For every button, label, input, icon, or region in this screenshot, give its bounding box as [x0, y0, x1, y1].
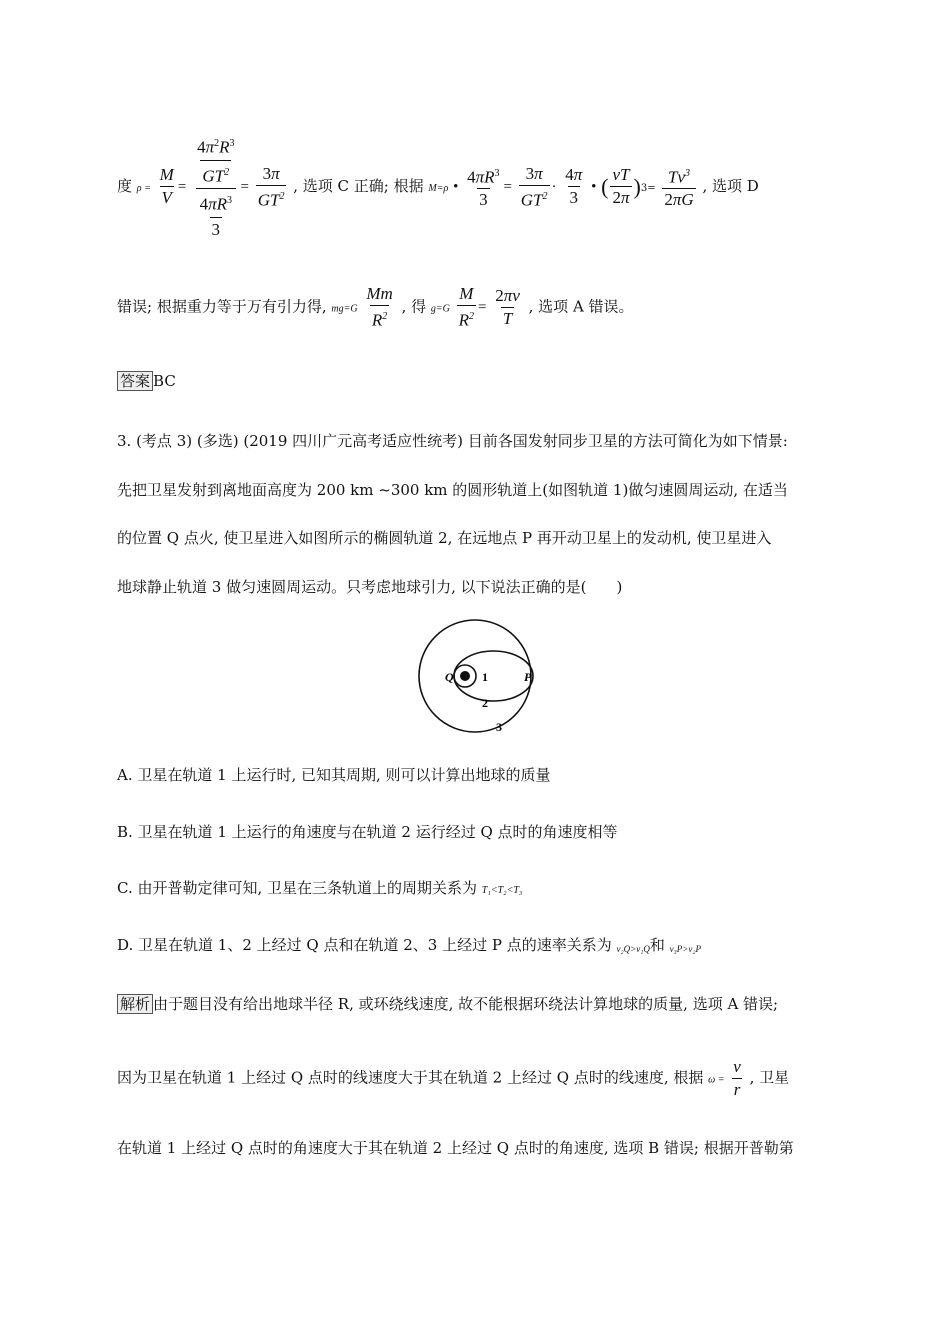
question-line-2: 先把卫星发射到离地面高度为 200 km ~300 km 的圆形轨道上(如图轨道 1)做匀速圆周运动, 在适当 — [117, 481, 788, 499]
analysis-line-1 — [117, 993, 778, 1014]
option-d-suffix: , 选项 D — [702, 176, 759, 195]
omega-equation: ω = — [708, 1074, 725, 1086]
mg-equation: mg=G — [331, 303, 358, 315]
fraction-2piv-over-t: $\frac{2\pi v}{T}$ — [495, 285, 520, 328]
label-p: P — [524, 670, 532, 684]
label-q: Q — [445, 670, 454, 684]
question-line-3: 的位置 Q 点火, 使卫星进入如图所示的椭圆轨道 2, 在远地点 P 再开动卫星上的发动机, 使卫星进入 — [117, 529, 772, 547]
analysis-tag: 解析 — [117, 994, 153, 1014]
fraction-vt-over-2pi: $\frac{vT}{2\pi}$ — [612, 165, 630, 208]
gravity-formula-line: 错误; 根据重力等于万有引力得, mg=G $\frac{Mm}{R^2}$ , 得 g=G $\frac{M}{R^2}$ = $\frac{2\pi v}{T}$ , 选项 A 错误。 — [117, 284, 634, 330]
option-b: B. 卫星在轨道 1 上运行的角速度与在轨道 2 运行经过 Q 点时的角速度相等 — [117, 823, 618, 841]
orbit-3-circle — [419, 620, 531, 732]
gravity-text-1: 错误; 根据重力等于万有引力得, — [117, 297, 332, 316]
analysis-text-1: 由于题目没有给出地球半径 R, 或环绕线速度, 故不能根据环绕法计算地球的质量, 选项 A 错误; — [153, 995, 779, 1013]
g-equation: g=G — [430, 303, 450, 315]
option-d-text: D. 卫星在轨道 1、2 上经过 Q 点和在轨道 2、3 上经过 P 点的速率关系为 — [117, 936, 617, 954]
option-d — [117, 934, 701, 955]
earth-dot — [460, 671, 470, 681]
analysis-line-2-suffix: , 卫星 — [749, 1068, 790, 1087]
fraction-3pi-over-gt2-b: $\frac{3\pi}{GT^2}$ — [520, 163, 548, 210]
fraction-v-over-r: $\frac{v}{r}$ — [733, 1057, 741, 1099]
answer-tag: 答案 — [117, 371, 153, 391]
fraction-4pi-over-3: $\frac{4\pi}{3}$ — [565, 165, 583, 208]
answer-line — [117, 371, 176, 391]
gravity-text-2: , 得 — [401, 297, 431, 316]
mass-equation: M=ρ — [428, 182, 449, 194]
speed-relation-p: v₃P>v₂P — [669, 944, 701, 954]
fraction-tv3-over-2pig: $\frac{Tv^3}{2\pi G}$ — [664, 167, 694, 210]
fraction-nested: $\frac{\frac{4\pi^2R^3}{GT^2}}{\frac{4\pi R^3}{3}}$ — [193, 132, 238, 242]
fraction-mm-over-r2: $\frac{Mm}{R^2}$ — [366, 284, 393, 330]
option-c-text: , 选项 C 正确; 根据 — [293, 176, 429, 195]
question-line-4: 地球静止轨道 3 做匀速圆周运动。只考虑地球引力, 以下说法正确的是( ) — [117, 578, 623, 596]
period-relation: T₁<T₂<T₃ — [481, 885, 523, 896]
density-prefix: 度 — [117, 176, 133, 195]
option-c — [117, 877, 522, 898]
option-a: A. 卫星在轨道 1 上运行时, 已知其周期, 则可以计算出地球的质量 — [117, 766, 551, 784]
fraction-m-over-v: $\frac{M}{V}$ — [159, 165, 174, 208]
analysis-line-3: 在轨道 1 上经过 Q 点时的角速度大于其在轨道 2 上经过 Q 点时的角速度, 选项 B 错误; 根据开普勒第 — [117, 1139, 794, 1157]
label-orbit-1: 1 — [482, 670, 488, 684]
label-orbit-2: 2 — [482, 696, 488, 710]
fraction-4pir3-over-3: $\frac{4\pi R^3}{3}$ — [467, 167, 500, 210]
label-orbit-3: 3 — [496, 720, 502, 734]
orbit-diagram — [410, 618, 550, 743]
option-d-and: 和 — [649, 936, 670, 954]
density-formula-line: 度 ρ = $\frac{M}{V}$ = $\frac{\frac{4\pi^2R^3}{GT^2}}{\frac{4\pi R^3}{3}}$ = $\frac{3\pi}{GT^2}$ , 选项 C 正确; 根据 M=ρ • $\frac{4\pi R^3}{3}$ = $\frac{3\pi}{GT^2}$ · $\frac{4\pi}{3}$ • ( $\frac{vT}{2\pi}$ )3= $\frac{Tv^3}{2\pi G}$ , 选项 D — [117, 132, 759, 242]
gravity-text-3: , 选项 A 错误。 — [528, 297, 634, 316]
answer-value: BC — [153, 372, 176, 390]
analysis-line-2 — [117, 1056, 789, 1101]
density-symbol: ρ = — [136, 182, 151, 194]
analysis-text-2: 因为卫星在轨道 1 上经过 Q 点时的线速度大于其在轨道 2 上经过 Q 点时的线速度, 根据 — [117, 1068, 709, 1087]
fraction-m-over-r2: $\frac{M}{R^2}$ — [458, 284, 475, 330]
fraction-3pi-over-gt2: $\frac{3\pi}{GT^2}$ — [257, 163, 285, 210]
option-c-text: C. 由开普勒定律可知, 卫星在三条轨道上的周期关系为 — [117, 879, 482, 897]
speed-relation-q: v₂Q>v₁Q — [616, 944, 650, 954]
question-line-1: 3. (考点 3) (多选) (2019 四川广元高考适应性统考) 目前各国发射同步卫星的方法可简化为如下情景: — [117, 432, 788, 450]
